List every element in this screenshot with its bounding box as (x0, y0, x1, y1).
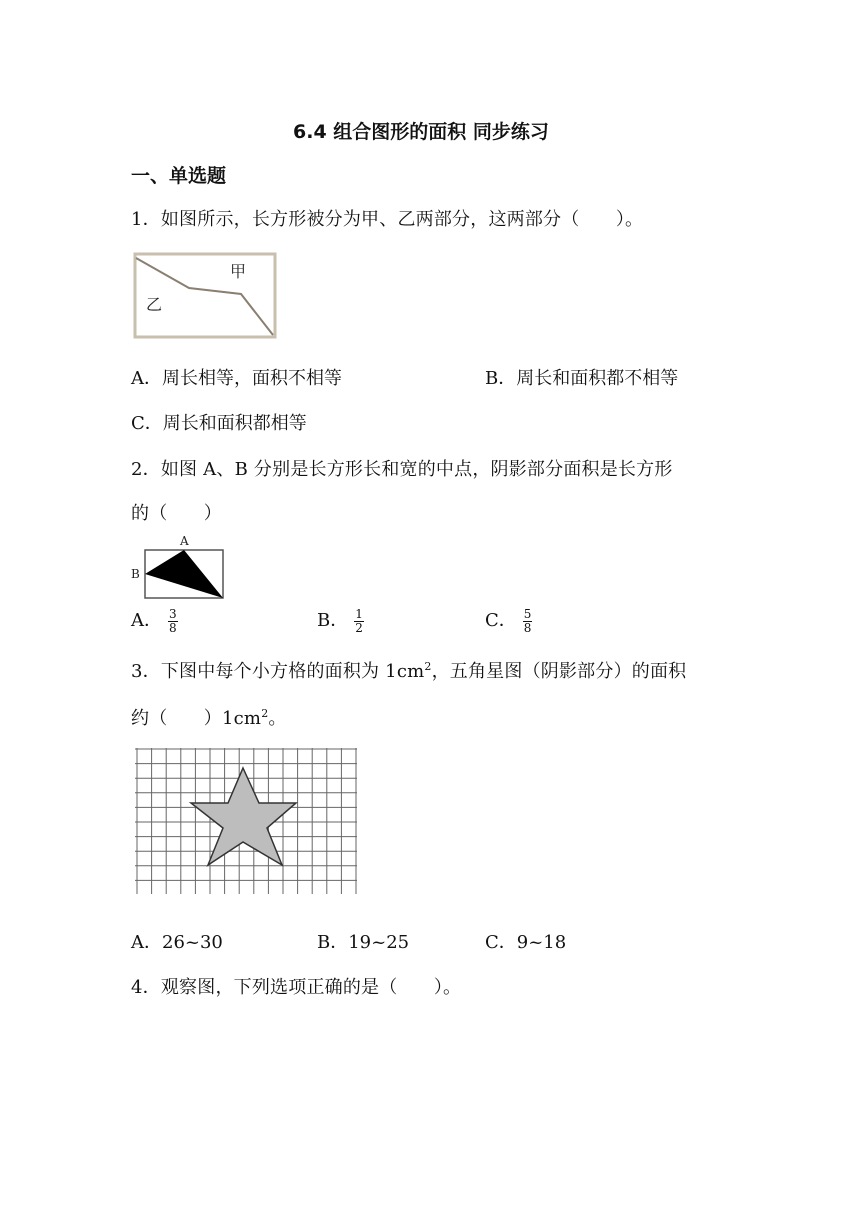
question-1-option-b[interactable]: B．周长和面积都不相等 (485, 368, 679, 389)
figure-label-yi: 乙 (146, 295, 163, 314)
page-title: 6.4 组合图形的面积 同步练习 (293, 121, 549, 143)
question-2-text-line1: 2．如图 A、B 分别是长方形长和宽的中点，阴影部分面积是长方形 (131, 459, 673, 480)
question-2-option-a[interactable] (131, 606, 178, 635)
option-c-label: C． (485, 610, 517, 631)
option-a-label: A． (131, 610, 162, 631)
fraction-3-8: $\frac{3}{8}$ (169, 606, 177, 635)
question-3-option-c[interactable]: C．9~18 (485, 932, 567, 953)
option-b-label: B． (317, 610, 349, 631)
question-1-text: 1．如图所示，长方形被分为甲、乙两部分，这两部分（ ）。 (131, 209, 644, 230)
question-1-option-c[interactable]: C．周长和面积都相等 (131, 413, 307, 434)
figure-label-a: A (180, 534, 189, 548)
question-1-option-a[interactable]: A．周长相等，面积不相等 (131, 368, 342, 389)
question-3-grid-figure (135, 748, 357, 894)
fraction-1-2: $\frac{1}{2}$ (355, 606, 363, 635)
question-2-option-c[interactable] (485, 606, 532, 635)
question-1-figure (133, 252, 278, 340)
figure-label-b: B (131, 567, 140, 581)
question-3-option-b[interactable]: B．19~25 (317, 932, 410, 953)
star-shape (191, 768, 296, 865)
question-2-option-b[interactable] (317, 606, 364, 635)
question-2-text-line2: 的（ ） (131, 503, 222, 524)
figure-label-jia: 甲 (230, 262, 247, 281)
question-3-text-line2: 约（ ）$1cm^2$。 (131, 707, 287, 729)
question-4-text: 4．观察图，下列选项正确的是（ ）。 (131, 977, 462, 998)
section-heading-single-choice: 一、单选题 (131, 165, 227, 187)
fraction-5-8: $\frac{5}{8}$ (523, 606, 532, 635)
question-3-option-a[interactable]: A．26~30 (131, 932, 223, 953)
question-2-figure (128, 530, 228, 602)
question-3-text-line1: 3．下图中每个小方格的面积为 $1cm^2$，五角星图（阴影部分）的面积 (131, 660, 687, 682)
